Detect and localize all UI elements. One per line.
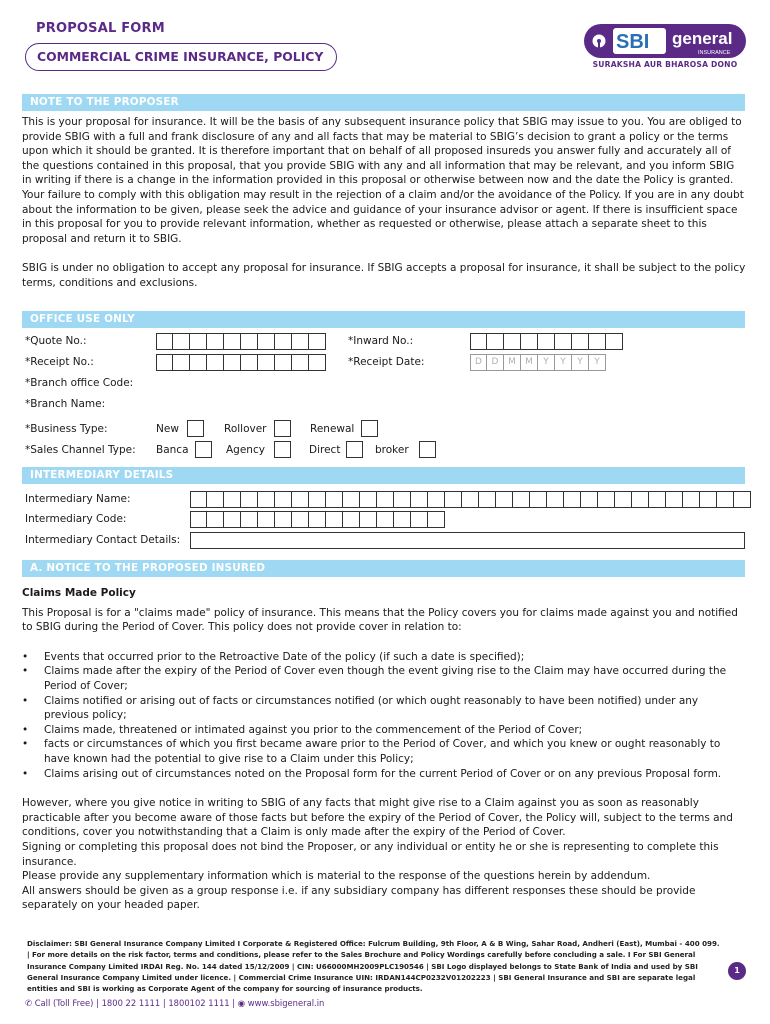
notice-heading: A. NOTICE TO THE PROPOSED INSURED: [22, 560, 745, 577]
tagline: SURAKSHA AUR BHAROSA DONO: [592, 60, 738, 69]
sales-option-broker-label: broker: [375, 444, 409, 456]
business-option-renewal-label: Renewal: [310, 423, 355, 435]
website-link[interactable]: www.sbigeneral.in: [247, 998, 325, 1008]
notice-however: However, where you give notice in writing to SBIG of any facts that might give rise to a Claim against you as soon as reasonably practicable after you become aware of those facts but before the expiry of the Period of Cover, the Policy will, subject to the terms and conditions, cover you notwithstanding that a Claim is only made after the expiry of the Period of Cover.: [22, 797, 733, 839]
disclaimer: [27, 938, 721, 994]
notice-group: All answers should be given as a group response i.e. if any subsidiary company has different responses these should be provide separately on your headed paper.: [22, 884, 696, 912]
logo-insurance-text: INSURANCE: [698, 50, 731, 56]
intermediary-name-field[interactable]: [190, 491, 751, 508]
business-new-checkbox[interactable]: [187, 420, 204, 437]
receipt-date-label: *Receipt Date:: [348, 356, 425, 368]
form-title: PROPOSAL FORM: [36, 21, 165, 36]
note-body: [22, 115, 746, 291]
page-number: 1: [728, 962, 746, 980]
office-use-heading: OFFICE USE ONLY: [22, 311, 745, 328]
note-paragraph-2: Your failure to comply with this obligation may result in the rejection of a claim and/or the avoidance of the Policy. If you are in any doubt about the information to be given, please seek the advice and guidance of your insurance advisor or agent. If there is insufficient space in this proposal for you to provide relevant information, whether as requested or otherwise, please attach a separate sheet to this proposal and return it to SBIG.: [22, 188, 744, 245]
toll-free-numbers: Call (Toll Free) | 1800 22 1111 | 1800102 1111 |: [34, 998, 236, 1008]
sales-agency-checkbox[interactable]: [274, 441, 291, 458]
branch-name-label: *Branch Name:: [25, 398, 106, 410]
intermediary-heading: INTERMEDIARY DETAILS: [22, 467, 745, 484]
business-type-label: *Business Type:: [25, 423, 108, 435]
list-item: • Events that occurred prior to the Retroactive Date of the policy (if such a date is specified);: [22, 650, 746, 665]
business-option-new-label: New: [156, 423, 179, 435]
receipt-no-field[interactable]: [156, 354, 326, 371]
list-item: • Claims made, threatened or intimated against you prior to the commencement of the Period of Cover;: [22, 723, 746, 738]
business-rollover-checkbox[interactable]: [274, 420, 291, 437]
quote-no-label: *Quote No.:: [25, 335, 87, 347]
notice-intro: This Proposal is for a "claims made" policy of insurance. This means that the Policy covers you for claims made against you and notified to SBIG during the Period of Cover. This policy does not provide cover in relation to:: [22, 606, 738, 634]
intermediary-contact-label: Intermediary Contact Details:: [25, 534, 181, 546]
sales-broker-checkbox[interactable]: [419, 441, 436, 458]
quote-no-field[interactable]: [156, 333, 326, 350]
intermediary-name-label: Intermediary Name:: [25, 493, 131, 505]
list-item: • Claims made after the expiry of the Period of Cover even though the event giving rise to the Claim may have occurred during the Period of Cover;: [22, 664, 746, 693]
sbi-general-logo: [584, 23, 746, 59]
inward-no-field[interactable]: [470, 333, 623, 350]
intermediary-contact-field[interactable]: [190, 532, 745, 549]
contact-line: [25, 998, 324, 1008]
notice-signing: Signing or completing this proposal does not bind the Proposer, or any individual or entity he or she is representing to complete this insurance.: [22, 840, 719, 868]
branch-office-code-label: *Branch office Code:: [25, 377, 134, 389]
product-title: COMMERCIAL CRIME INSURANCE, POLICY: [25, 43, 337, 71]
logo-general-text: general: [672, 29, 733, 48]
list-item: • Claims arising out of circumstances noted on the Proposal form for the current Period of Cover or on any previous Proposal form.: [22, 767, 746, 782]
intermediary-code-field[interactable]: [190, 511, 445, 528]
intermediary-code-label: Intermediary Code:: [25, 513, 127, 525]
logo-sbi-text: SBI: [616, 31, 650, 53]
business-renewal-checkbox[interactable]: [361, 420, 378, 437]
note-paragraph-1: This is your proposal for insurance. It will be the basis of any subsequent insurance policy that SBIG may issue to you. You are obliged to provide SBIG with a full and frank disclosure of any and all facts that may be material to SBIG’s decision to grant a policy or the terms upon which it should be granted. It is therefore important that on behalf of all proposed insureds you answer fully and accurately all of the questions contained in this proposal, that you provide SBIG with any and all information that may be relevant, and you inform SBIG in writing if there is a change in the information provided in this proposal or otherwise between now and the date the Policy is granted.: [22, 116, 742, 187]
sales-banca-checkbox[interactable]: [195, 441, 212, 458]
notice-body: [22, 586, 746, 913]
note-paragraph-3: SBIG is under no obligation to accept any proposal for insurance. If SBIG accepts a proposal for insurance, it shall be subject to the policy terms, conditions and exclusions.: [22, 262, 746, 289]
sales-option-direct-label: Direct: [309, 444, 341, 456]
list-item: • Claims notified or arising out of facts or circumstances notified (or which ought reasonably to have been notified) under any previous policy;: [22, 694, 746, 723]
sales-direct-checkbox[interactable]: [346, 441, 363, 458]
sales-option-agency-label: Agency: [226, 444, 265, 456]
phone-icon: ✆: [25, 998, 33, 1008]
sales-option-banca-label: Banca: [156, 444, 189, 456]
notice-supplementary: Please provide any supplementary information which is material to the response of the questions herein by addendum.: [22, 870, 651, 883]
disclaimer-text: Disclaimer: SBI General Insurance Company Limited I Corporate & Registered Office: Fulcrum Building, 9th Floor, A & B Wing, Sahar Road, Andheri (East), Mumbai - 400 099. | For more details on the risk factor, terms and conditions, please refer to the Sales Brochure and Policy Wordings carefully before concluding a sale. I For SBI General Insurance Company Limited IRDAI Reg. No. 144 dated 15/12/2009 | CIN: U66000MH2009PLC190546 | SBI Logo displayed belongs to State Bank of India and used by SBI General Insurance Company Limited under licence. | Commercial Crime Insurance UIN: IRDAN144CP0232V01202223 | SBI General Insurance and SBI are separate legal entities and SBI is working as Corporate Agent of the company for sourcing of insurance products.: [27, 939, 720, 994]
inward-no-label: *Inward No.:: [348, 335, 414, 347]
web-icon: ◉: [237, 998, 246, 1008]
claims-made-subheading: Claims Made Policy: [22, 587, 136, 599]
receipt-no-label: *Receipt No.:: [25, 356, 94, 368]
list-item: • facts or circumstances of which you first became aware prior to the Period of Cover, and which you knew or ought reasonably to have known had the potential to give rise to a Claim under this Policy;: [22, 737, 746, 766]
business-option-rollover-label: Rollover: [224, 423, 267, 435]
note-heading: NOTE TO THE PROPOSER: [22, 94, 745, 111]
receipt-date-field[interactable]: D D M M Y Y Y Y: [470, 354, 606, 371]
exclusion-list: [22, 650, 746, 781]
sales-channel-label: *Sales Channel Type:: [25, 444, 136, 456]
